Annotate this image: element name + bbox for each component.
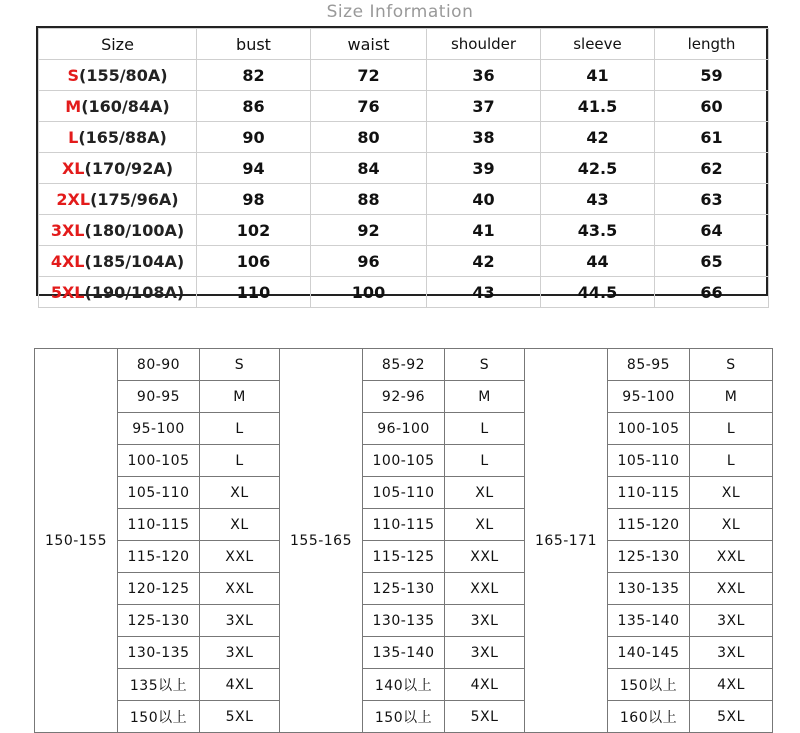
recommended-size-cell: 5XL [690,701,773,733]
weight-range-cell: 115-120 [118,541,200,573]
weight-range-cell: 90-95 [118,381,200,413]
size-table-header-row [39,29,769,60]
size-waist-cell: 76 [311,91,427,122]
height-table-row [35,445,773,477]
size-length-cell: 59 [655,60,769,91]
recommended-size-cell: XXL [690,573,773,605]
size-length-cell: 63 [655,184,769,215]
recommended-size-cell: S [200,349,280,381]
size-body-measure: (190/108A) [84,282,185,302]
height-table-row [35,605,773,637]
recommended-size-cell: XL [690,509,773,541]
weight-range-cell: 150以上 [363,701,445,733]
size-shoulder-cell: 41 [427,215,541,246]
weight-range-cell: 96-100 [363,413,445,445]
weight-range-cell: 150以上 [118,701,200,733]
recommended-size-cell: S [690,349,773,381]
size-waist-cell: 88 [311,184,427,215]
size-shoulder-cell: 40 [427,184,541,215]
size-length-cell: 65 [655,246,769,277]
size-code: L [68,127,79,147]
recommended-size-cell: L [690,413,773,445]
height-table-row [35,573,773,605]
recommended-size-cell: XL [445,509,525,541]
recommended-size-cell: L [200,413,280,445]
size-table-row [39,60,769,91]
weight-range-cell: 115-125 [363,541,445,573]
weight-range-cell: 105-110 [608,445,690,477]
size-code: XL [61,158,85,178]
height-range-cell: 155-165 [280,349,363,733]
size-sleeve-cell: 42.5 [541,153,655,184]
size-length-cell: 60 [655,91,769,122]
size-waist-cell: 100 [311,277,427,308]
weight-range-cell: 130-135 [118,637,200,669]
height-table-row [35,349,773,381]
weight-range-cell: 130-135 [363,605,445,637]
recommended-size-cell: 3XL [445,637,525,669]
weight-range-cell: 115-120 [608,509,690,541]
weight-range-cell: 105-110 [363,477,445,509]
weight-range-cell: 110-115 [118,509,200,541]
size-label-cell [39,153,197,184]
recommended-size-cell: XXL [690,541,773,573]
size-shoulder-cell: 37 [427,91,541,122]
weight-range-cell: 125-130 [363,573,445,605]
size-shoulder-cell: 38 [427,122,541,153]
size-table-header-cell: waist [311,29,427,60]
weight-range-cell: 125-130 [118,605,200,637]
size-table-row [39,153,769,184]
height-table-row [35,509,773,541]
size-length-cell: 62 [655,153,769,184]
size-bust-cell: 98 [197,184,311,215]
recommended-size-cell: M [690,381,773,413]
height-range-cell: 165-171 [525,349,608,733]
height-table-row [35,669,773,701]
size-shoulder-cell: 39 [427,153,541,184]
size-body-measure: (180/100A) [84,220,185,240]
recommended-size-cell: L [200,445,280,477]
weight-range-cell: 95-100 [608,381,690,413]
size-label-cell [39,277,197,308]
recommended-size-cell: L [445,413,525,445]
height-weight-size-table [34,348,773,733]
height-range-cell: 150-155 [35,349,118,733]
size-label-cell [39,215,197,246]
size-measurement-table [38,28,769,308]
size-sleeve-cell: 41.5 [541,91,655,122]
size-table-row [39,184,769,215]
weight-range-cell: 80-90 [118,349,200,381]
size-table-header-cell: length [655,29,769,60]
size-table-header-cell: shoulder [427,29,541,60]
recommended-size-cell: XL [445,477,525,509]
size-table-row [39,215,769,246]
weight-range-cell: 100-105 [608,413,690,445]
size-table-header-cell: sleeve [541,29,655,60]
recommended-size-cell: S [445,349,525,381]
weight-range-cell: 120-125 [118,573,200,605]
size-sleeve-cell: 42 [541,122,655,153]
recommended-size-cell: 3XL [200,605,280,637]
recommended-size-cell: XL [690,477,773,509]
size-sleeve-cell: 44.5 [541,277,655,308]
weight-range-cell: 160以上 [608,701,690,733]
size-length-cell: 64 [655,215,769,246]
recommended-size-cell: 3XL [690,605,773,637]
height-table-row [35,477,773,509]
weight-range-cell: 110-115 [608,477,690,509]
size-table-row [39,91,769,122]
size-chart [36,26,768,302]
size-bust-cell: 94 [197,153,311,184]
size-bust-cell: 82 [197,60,311,91]
recommended-size-cell: 3XL [200,637,280,669]
size-body-measure: (165/88A) [78,127,167,147]
size-code: M [65,96,82,116]
size-bust-cell: 102 [197,215,311,246]
weight-range-cell: 135-140 [608,605,690,637]
size-sleeve-cell: 43 [541,184,655,215]
weight-range-cell: 95-100 [118,413,200,445]
size-waist-cell: 92 [311,215,427,246]
weight-range-cell: 92-96 [363,381,445,413]
size-label-cell [39,184,197,215]
recommended-size-cell: XXL [445,573,525,605]
height-table-row [35,637,773,669]
size-code: 2XL [56,189,91,209]
size-length-cell: 61 [655,122,769,153]
weight-range-cell: 140-145 [608,637,690,669]
weight-range-cell: 135以上 [118,669,200,701]
size-sleeve-cell: 43.5 [541,215,655,246]
recommended-size-cell: M [200,381,280,413]
recommended-size-cell: XXL [200,573,280,605]
size-bust-cell: 106 [197,246,311,277]
recommended-size-cell: 3XL [445,605,525,637]
size-bust-cell: 110 [197,277,311,308]
size-code: 3XL [50,220,85,240]
recommended-size-cell: XXL [200,541,280,573]
size-waist-cell: 96 [311,246,427,277]
size-table-row [39,122,769,153]
size-label-cell [39,60,197,91]
size-body-measure: (155/80A) [79,65,168,85]
size-shoulder-cell: 36 [427,60,541,91]
recommended-size-cell: 4XL [445,669,525,701]
weight-range-cell: 140以上 [363,669,445,701]
size-table-header-cell: Size [39,29,197,60]
size-bust-cell: 90 [197,122,311,153]
size-waist-cell: 80 [311,122,427,153]
height-table-row [35,701,773,733]
height-table-row [35,541,773,573]
size-waist-cell: 84 [311,153,427,184]
weight-range-cell: 130-135 [608,573,690,605]
weight-range-cell: 135-140 [363,637,445,669]
size-label-cell [39,122,197,153]
recommended-size-cell: XL [200,509,280,541]
height-table-row [35,413,773,445]
weight-range-cell: 105-110 [118,477,200,509]
size-shoulder-cell: 42 [427,246,541,277]
weight-range-cell: 150以上 [608,669,690,701]
recommended-size-cell: M [445,381,525,413]
size-code: 5XL [50,282,85,302]
size-table-header-cell: bust [197,29,311,60]
weight-range-cell: 125-130 [608,541,690,573]
recommended-size-cell: 4XL [690,669,773,701]
size-label-cell [39,91,197,122]
recommended-size-cell: XL [200,477,280,509]
recommended-size-cell: 5XL [200,701,280,733]
weight-range-cell: 85-92 [363,349,445,381]
recommended-size-cell: L [690,445,773,477]
recommended-size-cell: XXL [445,541,525,573]
size-bust-cell: 86 [197,91,311,122]
weight-range-cell: 100-105 [363,445,445,477]
size-sleeve-cell: 41 [541,60,655,91]
size-table-row [39,277,769,308]
size-information-caption: Size Information [326,2,474,22]
size-body-measure: (175/96A) [90,189,179,209]
size-length-cell: 66 [655,277,769,308]
recommended-size-cell: 3XL [690,637,773,669]
weight-range-cell: 110-115 [363,509,445,541]
size-shoulder-cell: 43 [427,277,541,308]
size-code: S [67,65,79,85]
recommended-size-cell: 5XL [445,701,525,733]
height-table-row [35,381,773,413]
size-body-measure: (160/84A) [81,96,170,116]
size-sleeve-cell: 44 [541,246,655,277]
weight-range-cell: 100-105 [118,445,200,477]
size-body-measure: (170/92A) [84,158,174,178]
size-code: 4XL [50,251,85,271]
size-waist-cell: 72 [311,60,427,91]
weight-range-cell: 85-95 [608,349,690,381]
recommended-size-cell: 4XL [200,669,280,701]
size-label-cell [39,246,197,277]
size-table-row [39,246,769,277]
size-body-measure: (185/104A) [84,251,185,271]
recommended-size-cell: L [445,445,525,477]
